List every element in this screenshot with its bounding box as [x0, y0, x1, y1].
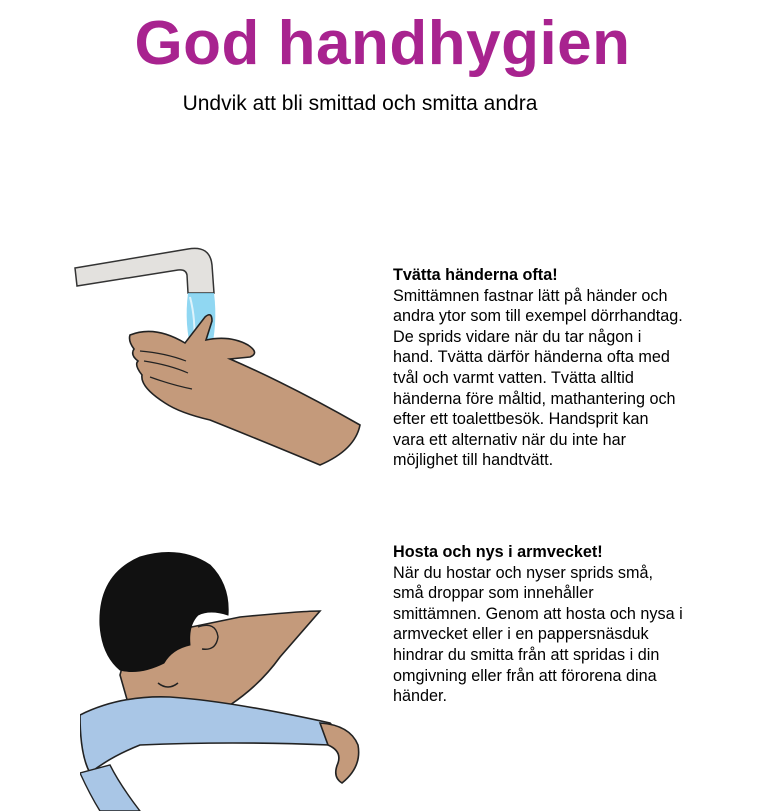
- section-body: När du hostar och nyser sprids små, små droppar som innehåller smittämnen. Genom att hosta och nysa i armvecket eller i en pappersnäsduk hindrar du smitta från att spridas i din omgivning eller från att förorena dina händer.: [393, 563, 683, 706]
- arm-icon: [320, 723, 359, 783]
- sneezing-illustration: [80, 545, 380, 811]
- faucet-icon: [75, 248, 214, 293]
- section-handwashing: [393, 265, 683, 471]
- section-body: Smittämnen fastnar lätt på händer och andra ytor som till exempel dörrhandtag. De sprids vidare när du tar någon i hand. Tvätta därför händerna ofta med tvål och varmt vatten. Tvätta alltid händerna före måltid, mathantering och efter ett toalettbesök. Handsprit kan vara ett alternativ när du inte har möjlighet till handtvätt.: [393, 286, 683, 470]
- section-heading: Hosta och nys i armvecket!: [393, 543, 603, 561]
- sleeve-icon: [80, 697, 336, 773]
- section-heading: Tvätta händerna ofta!: [393, 266, 558, 284]
- hand-icon: [130, 315, 361, 465]
- handwashing-illustration: [60, 235, 370, 475]
- page-title: God handhygien: [134, 9, 631, 78]
- page-subtitle: Undvik att bli smittad och smitta andra: [182, 92, 538, 115]
- section-coughing: [393, 542, 683, 707]
